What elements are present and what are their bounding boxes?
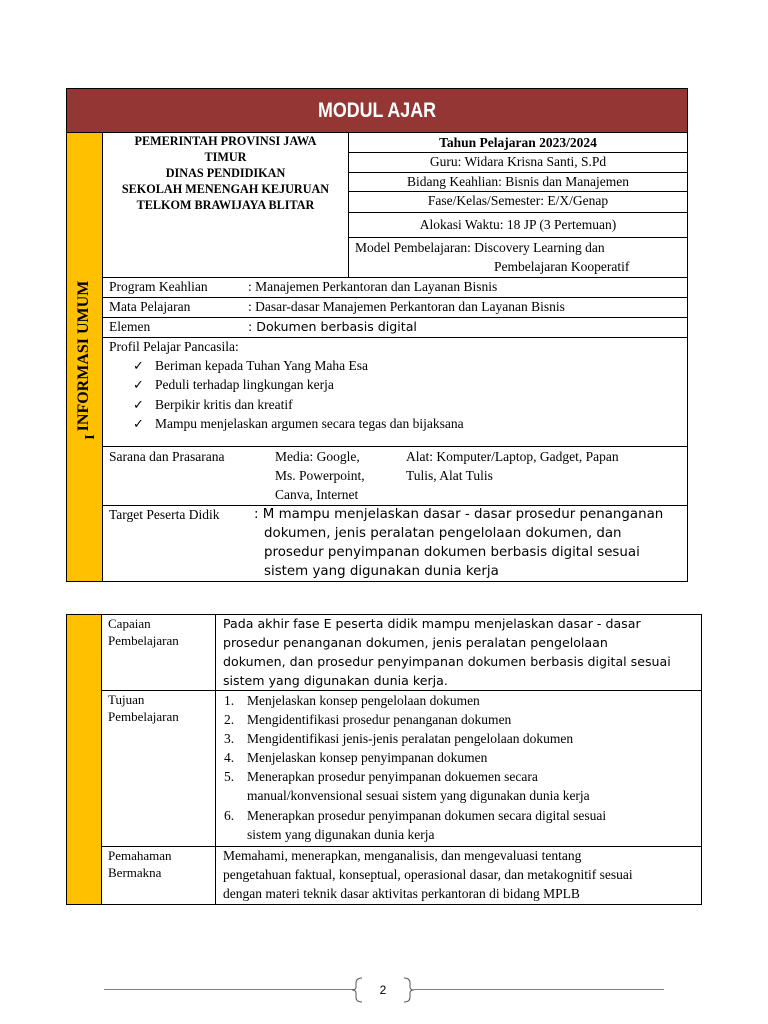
cp-line: prosedur penanganan dokumen, jenis peralatan pengelolaan — [223, 635, 608, 650]
target-line: sistem yang digunakan dunia kerja — [264, 564, 499, 579]
tp-num: 4. — [224, 750, 235, 765]
learning-model: Model Pembelajaran: Discovery Learning dan — [355, 240, 605, 255]
pb-line: pengetahuan faktual, konseptual, operasional dasar, dan metakognitif sesuai — [223, 867, 633, 882]
page-title: MODUL AJAR — [317, 99, 437, 122]
school-line: TIMUR — [204, 150, 247, 164]
target-line: prosedur penyimpanan dokumen berbasis digital sesuai — [264, 545, 640, 560]
target-label: Target Peserta Didik — [109, 507, 220, 522]
school-header — [103, 133, 348, 277]
cp-label: Capaian — [108, 616, 151, 631]
page-number: 2 — [379, 983, 387, 997]
facilities-label: Sarana dan Prasarana — [109, 449, 225, 464]
page-brace-right-icon — [402, 977, 416, 1003]
tp-item: Mengidentifikasi jenis-jenis peralatan pengelolaan dokumen — [247, 731, 574, 746]
phase: Fase/Kelas/Semester: E/X/Genap — [427, 193, 609, 208]
profile-title: Profil Pelajar Pancasila: — [109, 339, 239, 354]
tp-num: 2. — [224, 712, 235, 727]
academic-year: Tahun Pelajaran 2023/2024 — [439, 135, 597, 150]
school-line: TELKOM BRAWIJAYA BLITAR — [136, 198, 315, 212]
tp-item: Menjelaskan konsep pengelolaan dokumen — [247, 693, 480, 708]
tp-label: Tujuan — [108, 692, 145, 707]
tp-item: manual/konvensional sesuai sistem yang digunakan dunia kerja — [247, 788, 590, 803]
learning-model-2: Pembelajaran Kooperatif — [494, 259, 630, 274]
school-line: PEMERINTAH PROVINSI JAWA — [134, 134, 317, 148]
cp-label: Pembelajaran — [108, 633, 179, 648]
check-icon: ✓ — [133, 397, 144, 412]
program-value: : Manajemen Perkantoran dan Layanan Bisnis — [248, 279, 498, 294]
cp-line: Pada akhir fase E peserta didik mampu menjelaskan dasar - dasar — [223, 616, 641, 631]
field: Bidang Keahlian: Bisnis dan Manajemen — [407, 174, 629, 189]
footer-rule-left — [104, 989, 354, 990]
tp-item: Mengidentifikasi prosedur penanganan dokumen — [247, 712, 512, 727]
element-value: : Dokumen berbasis digital — [248, 319, 417, 334]
profile-item: Berpikir kritis dan kreatif — [155, 397, 293, 412]
tp-num: 5. — [224, 769, 235, 784]
subject-label: Mata Pelajaran — [109, 299, 191, 314]
pb-label: Bermakna — [108, 865, 162, 880]
check-icon: ✓ — [133, 416, 144, 431]
pb-line: dengan materi teknik dasar aktivitas perkantoran di bidang MPLB — [223, 886, 580, 901]
facilities-tools: Alat: Komputer/Laptop, Gadget, Papan — [406, 449, 619, 464]
program-label: Program Keahlian — [109, 279, 208, 294]
target-line: dokumen, jenis peralatan pengelolaan dokumen, dan — [264, 526, 622, 541]
profile-item: Peduli terhadap lingkungan kerja — [155, 377, 334, 392]
subject-value: : Dasar-dasar Manajemen Perkantoran dan Layanan Bisnis — [248, 299, 565, 314]
cp-line: dokumen, dan prosedur penyimpanan dokumen berbasis digital sesuai — [223, 654, 671, 669]
tp-item: Menjelaskan konsep penyimpanan dokumen — [247, 750, 488, 765]
target-line: : M mampu menjelaskan dasar - dasar prosedur penanganan — [254, 507, 664, 522]
tp-num: 1. — [224, 693, 235, 708]
profile-item: Mampu menjelaskan argumen secara tegas dan bijaksana — [155, 416, 464, 431]
page-brace-left-icon — [350, 977, 364, 1003]
tp-num: 6. — [224, 808, 235, 823]
sidebar-number: I — [83, 434, 98, 440]
time-allocation: Alokasi Waktu: 18 JP (3 Pertemuan) — [419, 217, 617, 232]
facilities-tools: Tulis, Alat Tulis — [406, 468, 493, 483]
tp-item: sistem yang digunakan dunia kerja — [247, 827, 435, 842]
element-label: Elemen — [109, 319, 151, 334]
tp-label: Pembelajaran — [108, 709, 179, 724]
tp-item: Menerapkan prosedur penyimpanan dokuemen secara — [247, 769, 538, 784]
facilities-media: Ms. Powerpoint, — [275, 468, 365, 483]
profile-item: Beriman kepada Tuhan Yang Maha Esa — [155, 358, 368, 373]
pb-line: Memahami, menerapkan, menganalisis, dan mengevaluasi tentang — [223, 848, 582, 863]
tp-num: 3. — [224, 731, 235, 746]
check-icon: ✓ — [133, 358, 144, 373]
tp-item: Menerapkan prosedur penyimpanan dokumen secara digital sesuai — [247, 808, 607, 823]
teacher: Guru: Widara Krisna Santi, S.Pd — [429, 154, 607, 169]
school-line: DINAS PENDIDIKAN — [165, 166, 286, 180]
check-icon: ✓ — [133, 377, 144, 392]
sidebar-strip-2 — [67, 615, 101, 904]
footer-rule-right — [414, 989, 664, 990]
facilities-media: Media: Google, — [275, 449, 360, 464]
facilities-media: Canva, Internet — [275, 487, 359, 502]
sidebar-label: INFORMASI UMUM — [75, 280, 92, 432]
cp-line: sistem yang digunakan dunia kerja. — [223, 673, 448, 688]
pb-label: Pemahaman — [108, 848, 172, 863]
school-line: SEKOLAH MENENGAH KEJURUAN — [121, 182, 330, 196]
